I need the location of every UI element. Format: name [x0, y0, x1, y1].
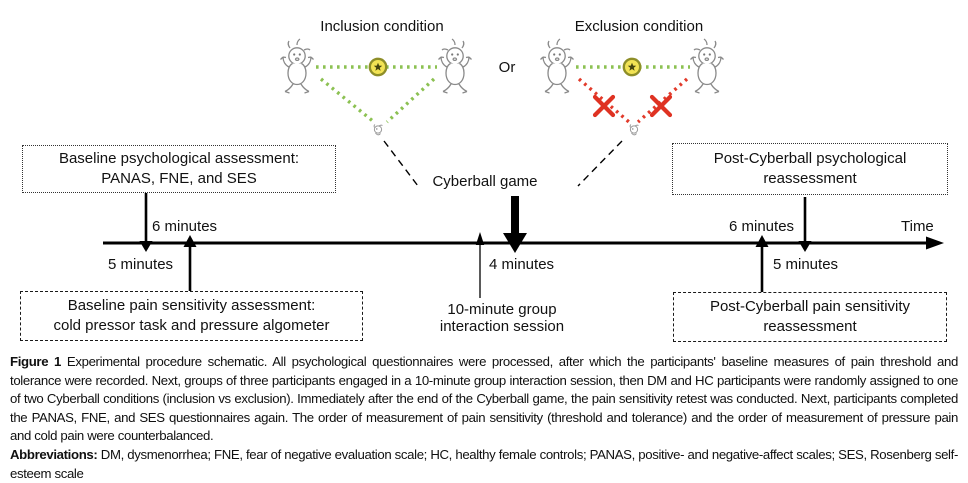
exclusion-condition-label: Exclusion condition: [574, 18, 704, 35]
baseline-psych-box: [22, 145, 336, 193]
duration-post-psych: 6 minutes: [729, 218, 795, 235]
duration-baseline-pain: 5 minutes: [108, 256, 174, 273]
duration-group-interaction: 4 minutes: [489, 256, 555, 273]
post-psych-line1: Post-Cyberball psychological: [713, 150, 907, 167]
abbreviations-text: DM, dysmenorrhea; FNE, fear of negative evaluation scale; HC, healthy female controls; PANAS, positive- and negative-affect scales; SES, Rosenberg self-esteem scale: [10, 446, 958, 481]
post-pain-box: [673, 292, 947, 342]
dashed-connector-right: [578, 141, 622, 186]
figure-number-label: Figure 1: [10, 354, 62, 369]
caption-paragraph: [10, 353, 958, 446]
green-pass-line: [387, 79, 434, 122]
ball-icon: [624, 59, 640, 75]
post-pain-line1: Post-Cyberball pain sensitivity: [709, 298, 911, 315]
green-pass-line: [321, 79, 374, 122]
post-psych-line2: reassessment: [763, 170, 857, 187]
group-interaction-label: [418, 301, 586, 335]
dashed-connector-left: [384, 141, 418, 186]
inclusion-condition-label: Inclusion condition: [320, 18, 444, 35]
group-interaction-line1: 10-minute group: [447, 301, 557, 318]
baseline-pain-box: [20, 291, 363, 341]
up-arrow-baseline-pain: [184, 235, 197, 292]
red-block-line: [579, 79, 629, 122]
baseline-pain-line2: cold pressor task and pressure algometer: [53, 317, 330, 334]
caption-text: Experimental procedure schematic. All psychological questionnaires were processed, after which the participants' baseline measures of pain threshold and tolerance were recorded. Next, groups of three participants engaged in a 10-minute group interaction session, then DM and HC participants were randomly assigned to one of two Cyberball conditions (inclusion vs exclusion). Immediately after the end of the Cyberball game, the pain sensitivity retest was conducted. Next, participants completed the PANAS, FNE, and SES questionnaires again. The order of measurement of pain sensitivity (threshold and tolerance) and the order of measurement of pressure pain and cold pain were counterbalanced.: [10, 354, 958, 444]
x-mark-icon: [595, 97, 613, 115]
abbreviations-label: Abbreviations:: [10, 446, 98, 462]
red-block-line: [638, 79, 687, 122]
abbreviations-paragraph: [10, 446, 958, 483]
time-axis-label: Time: [901, 218, 934, 235]
player-icon: [691, 39, 724, 93]
baseline-pain-line1: Baseline pain sensitivity assessment:: [67, 297, 316, 314]
baseline-psych-line2: PANAS, FNE, and SES: [101, 170, 257, 187]
down-arrow-post-psych: [799, 197, 812, 252]
target-player-icon: [630, 125, 638, 135]
down-arrow-baseline-psych: [140, 193, 153, 252]
ball-icon: [370, 59, 386, 75]
exclusion-scene: [541, 39, 724, 135]
duration-baseline-psych: 6 minutes: [152, 218, 218, 235]
baseline-psych-line1: Baseline psychological assessment:: [58, 150, 300, 167]
post-pain-line2: reassessment: [763, 318, 857, 335]
player-icon: [541, 39, 574, 93]
up-arrow-post-pain: [756, 235, 769, 292]
group-interaction-line2: interaction session: [439, 318, 565, 335]
inclusion-scene: [281, 39, 472, 135]
up-arrow-group-interaction: [476, 232, 484, 298]
post-psych-box: [672, 143, 948, 195]
figure-caption: [10, 353, 958, 483]
cyberball-game-label: Cyberball game: [432, 173, 538, 190]
duration-post-pain: 5 minutes: [773, 256, 839, 273]
player-icon: [439, 39, 472, 93]
player-icon: [281, 39, 314, 93]
or-label: Or: [498, 59, 516, 76]
target-player-icon: [374, 125, 382, 135]
